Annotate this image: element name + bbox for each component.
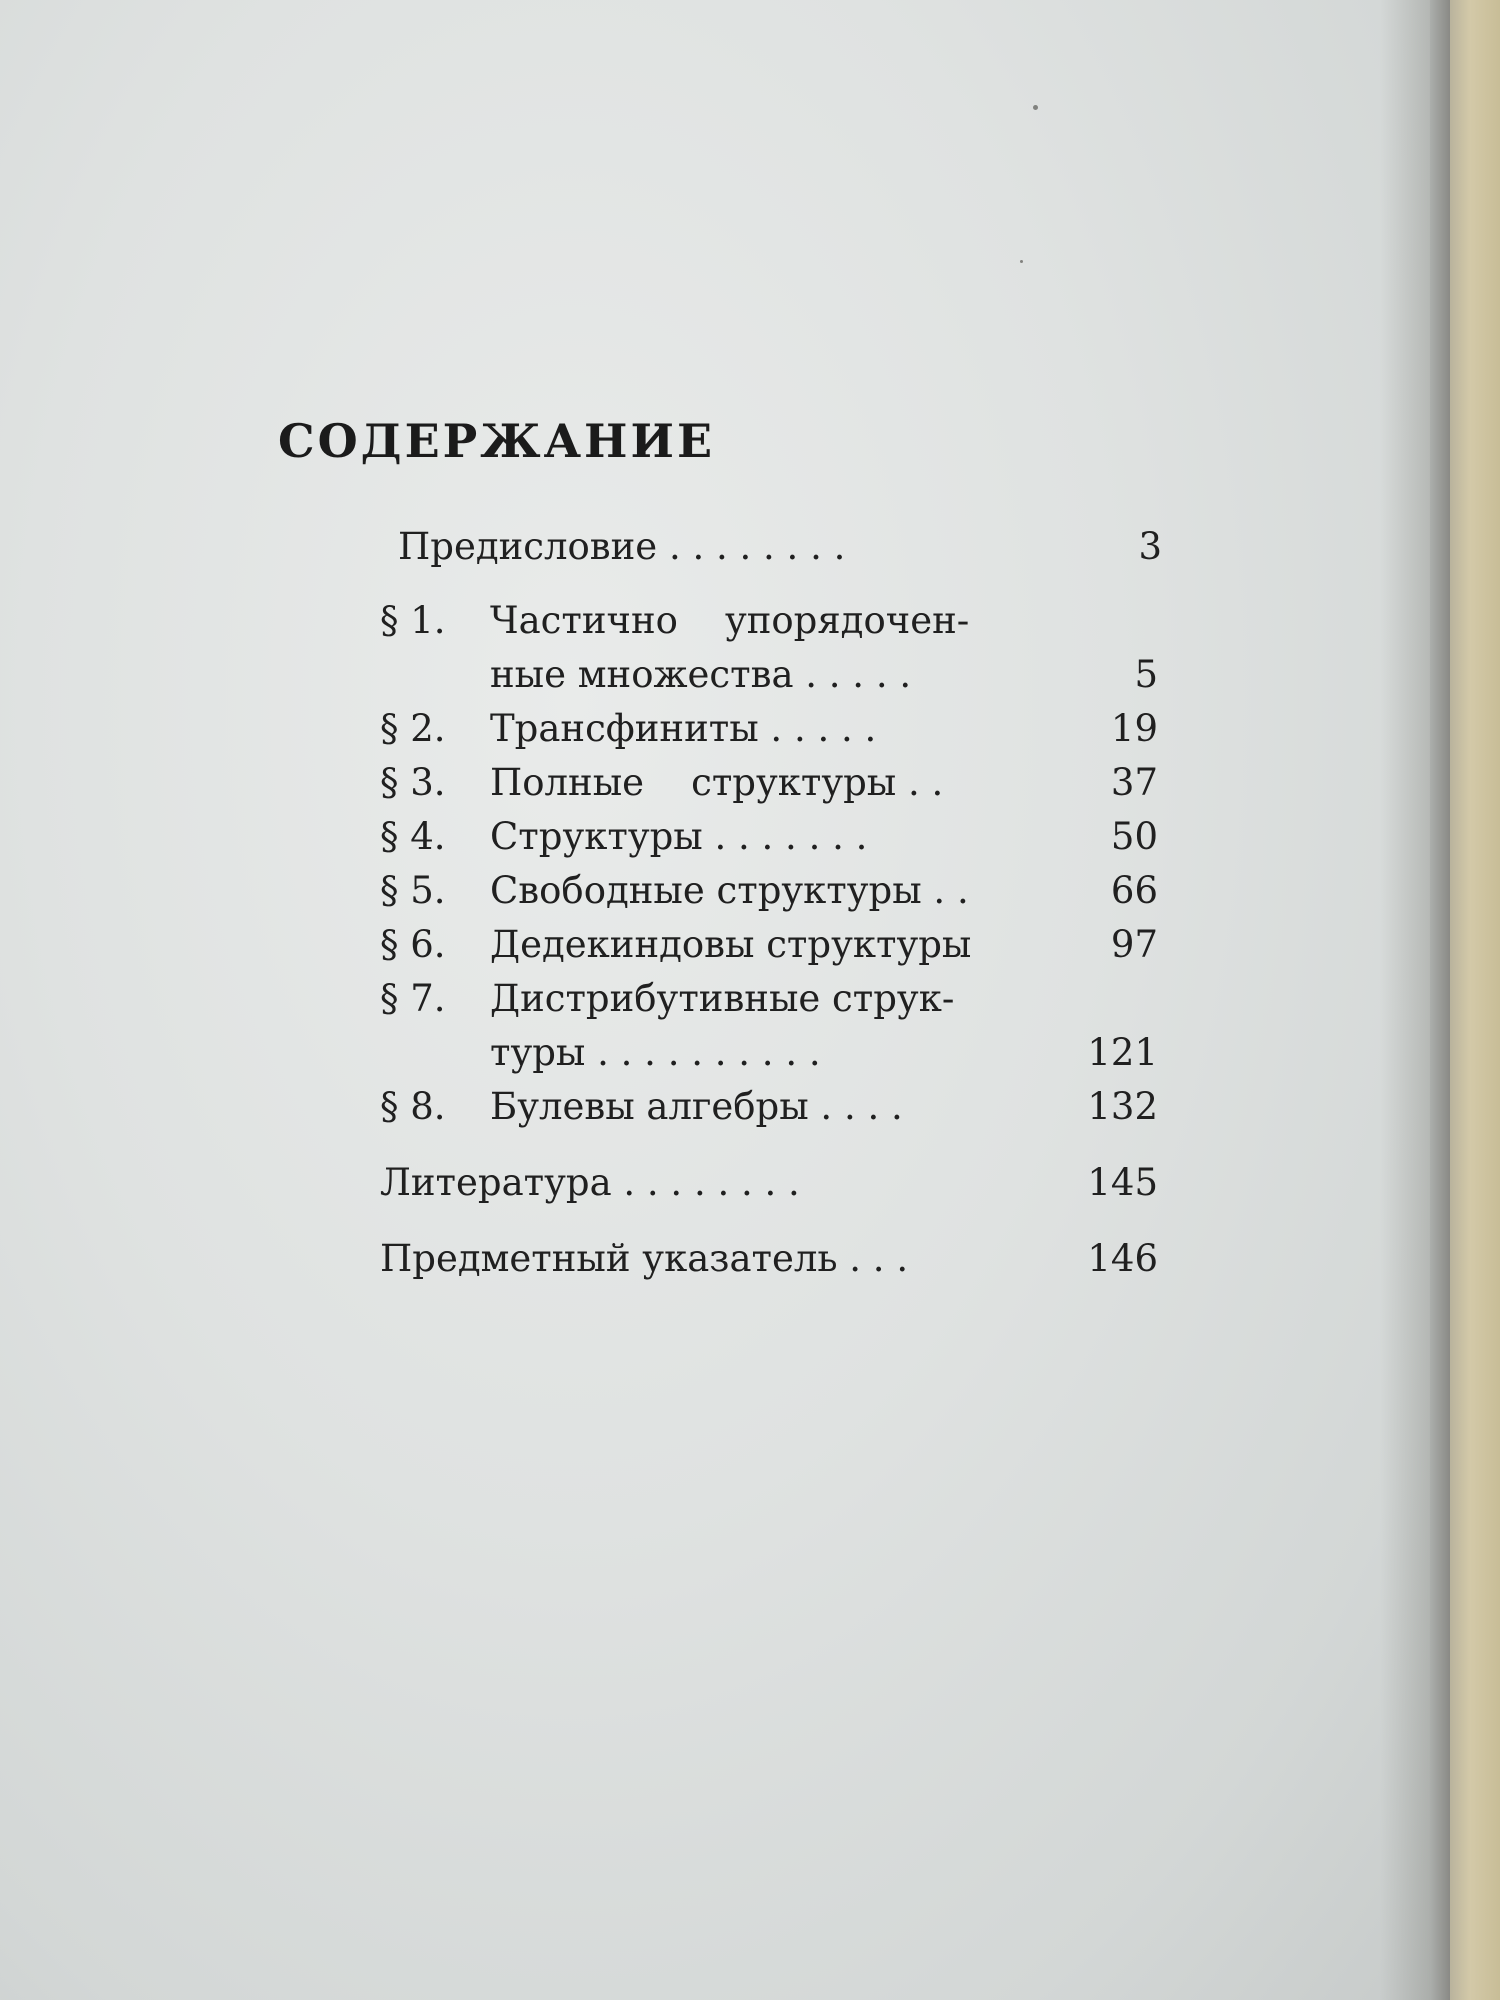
toc-entry-page: 66 bbox=[1110, 869, 1158, 912]
toc-entry-page: 3 bbox=[1138, 525, 1162, 568]
toc-entry-number: § 4. bbox=[380, 815, 446, 858]
toc-entry-number: § 1. bbox=[380, 599, 446, 642]
toc-entry-title: Дистрибутивные струк- bbox=[490, 977, 955, 1020]
paper-speck bbox=[1020, 260, 1023, 263]
toc-entry-subject-index bbox=[380, 1232, 1158, 1286]
toc-entry-number: § 2. bbox=[380, 707, 446, 750]
toc-entry-section-1 bbox=[380, 594, 1140, 648]
toc-entry-section-1-cont bbox=[380, 648, 1158, 702]
page-title: СОДЕРЖАНИЕ bbox=[278, 414, 716, 468]
toc-entry-title: Литература . . . . . . . . bbox=[380, 1161, 800, 1204]
toc-entry-number: § 3. bbox=[380, 761, 446, 804]
page-edge-shadow bbox=[1380, 0, 1450, 2000]
toc-entry-section-7-cont bbox=[380, 1026, 1158, 1080]
toc-entry-title: Булевы алгебры . . . . bbox=[490, 1085, 903, 1128]
toc-entry-section-8 bbox=[380, 1080, 1158, 1134]
toc-entry-section-7 bbox=[380, 972, 1140, 1026]
toc-entry-title-continued: ные множества . . . . . bbox=[490, 653, 912, 696]
toc-entry-page: 37 bbox=[1110, 761, 1158, 804]
table-of-contents bbox=[380, 520, 1162, 1286]
toc-entry-preface bbox=[380, 520, 1162, 574]
toc-entry-page: 50 bbox=[1110, 815, 1158, 858]
toc-entry-page: 121 bbox=[1087, 1031, 1158, 1074]
toc-entry-title-continued: туры . . . . . . . . . . bbox=[490, 1031, 821, 1074]
toc-entry-section-3 bbox=[380, 756, 1158, 810]
toc-entry-section-6 bbox=[380, 918, 1158, 972]
toc-entry-number: § 8. bbox=[380, 1085, 446, 1128]
toc-entry-title: Полные структуры . . bbox=[490, 761, 944, 804]
toc-entry-page: 5 bbox=[1134, 653, 1158, 696]
toc-entry-number: § 6. bbox=[380, 923, 446, 966]
toc-entry-title: Предметный указатель . . . bbox=[380, 1237, 909, 1280]
toc-entry-title: Предисловие . . . . . . . . bbox=[398, 525, 846, 568]
toc-entry-title: Структуры . . . . . . . bbox=[490, 815, 868, 858]
toc-entry-title: Дедекиндовы структуры bbox=[490, 923, 972, 966]
toc-entry-section-5 bbox=[380, 864, 1158, 918]
toc-entry-page: 19 bbox=[1110, 707, 1158, 750]
toc-entry-title: Частично упорядочен- bbox=[490, 599, 970, 642]
toc-entry-page: 97 bbox=[1110, 923, 1158, 966]
toc-entry-page: 146 bbox=[1087, 1237, 1158, 1280]
paper-speck bbox=[1033, 105, 1038, 110]
toc-entry-page: 132 bbox=[1087, 1085, 1158, 1128]
toc-entry-section-4 bbox=[380, 810, 1158, 864]
toc-entry-page: 145 bbox=[1087, 1161, 1158, 1204]
toc-entry-number: § 7. bbox=[380, 977, 446, 1020]
toc-entry-title: Свободные структуры . . bbox=[490, 869, 969, 912]
book-edge bbox=[1450, 0, 1500, 2000]
toc-entry-number: § 5. bbox=[380, 869, 446, 912]
toc-entry-section-2 bbox=[380, 702, 1158, 756]
toc-entry-title: Трансфиниты . . . . . bbox=[490, 707, 877, 750]
toc-entry-literature bbox=[380, 1156, 1158, 1210]
